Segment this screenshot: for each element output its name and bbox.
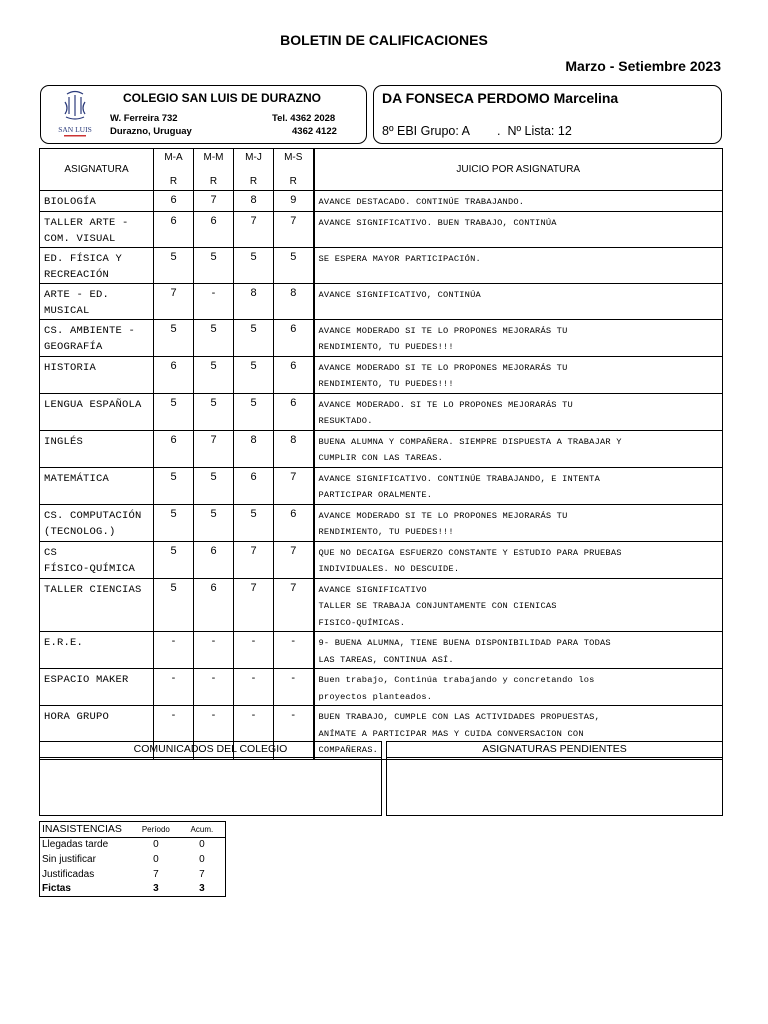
grade-cell: 6	[154, 211, 194, 247]
grade-cell: 8	[234, 430, 274, 467]
grade-cell: -	[274, 632, 314, 669]
grade-row	[40, 430, 723, 467]
judgment-text: AVANCE MODERADO SI TE LO PROPONES MEJORARÁS TU RENDIMIENTO, TU PUEDES!!!	[314, 356, 723, 393]
grade-cell: 5	[194, 504, 234, 541]
judgment-text: AVANCE SIGNIFICATIVO TALLER SE TRABAJA CONJUNTAMENTE CON CIENICAS FISICO-QUÍMICAS.	[314, 578, 723, 632]
absence-period: 7	[153, 868, 159, 880]
grade-row	[40, 247, 723, 283]
school-phone-2: 4362 4122	[292, 126, 337, 137]
grade-row	[40, 319, 723, 356]
absence-row	[40, 837, 226, 852]
student-group-info: 8º EBI Grupo: A . Nº Lista: 12	[382, 124, 572, 138]
subject-name: MATEMÁTICA	[40, 467, 154, 504]
school-name: COLEGIO SAN LUIS DE DURAZNO	[123, 91, 322, 105]
grade-cell: -	[234, 669, 274, 706]
subject-name: ARTE - ED. MUSICAL	[40, 283, 154, 319]
grade-cell: 5	[194, 467, 234, 504]
grade-cell: 7	[274, 578, 314, 632]
judgment-text: BUEN TRABAJO, CUMPLE CON LAS ACTIVIDADES PROPUESTAS, ANÍMATE A PARTICIPAR MAS Y CUIDA CONVERSACION CON COMPAÑERAS.	[314, 706, 723, 760]
grade-cell: 6	[274, 393, 314, 430]
grade-cell: 8	[274, 283, 314, 319]
subject-name: HORA GRUPO	[40, 706, 154, 760]
grade-cell: 5	[234, 247, 274, 283]
grade-cell: 5	[154, 467, 194, 504]
grade-cell: 7	[234, 578, 274, 632]
subject-name: ESPACIO MAKER	[40, 669, 154, 706]
grade-row	[40, 356, 723, 393]
subject-name: CS. COMPUTACIÓN (TECNOLOG.)	[40, 504, 154, 541]
grade-cell: 5	[154, 541, 194, 578]
grade-cell: 5	[234, 319, 274, 356]
grade-cell: 7	[154, 283, 194, 319]
judgment-text: AVANCE DESTACADO. CONTINÚE TRABAJANDO.	[314, 191, 723, 212]
grades-header-row	[40, 149, 723, 191]
grades-table	[39, 148, 723, 760]
grade-cell: 5	[194, 356, 234, 393]
school-phone-1: Tel. 4362 2028	[272, 113, 336, 124]
grade-cell: 6	[234, 467, 274, 504]
judgment-text: AVANCE SIGNIFICATIVO. BUEN TRABAJO, CONTINÚA	[314, 211, 723, 247]
grade-cell: 5	[234, 504, 274, 541]
grade-cell: 7	[274, 541, 314, 578]
grade-row	[40, 283, 723, 319]
subject-name: CS. AMBIENTE - GEOGRAFÍA	[40, 319, 154, 356]
svg-text:SAN LUIS: SAN LUIS	[58, 125, 92, 134]
grade-row	[40, 541, 723, 578]
absence-label: Llegadas tarde	[42, 839, 109, 851]
period-header-mm: M-M R	[194, 149, 234, 191]
report-period: Marzo - Setiembre 2023	[565, 58, 721, 74]
grade-cell: 5	[194, 319, 234, 356]
pendientes-title: ASIGNATURAS PENDIENTES	[387, 742, 722, 758]
absence-acum: 7	[199, 868, 205, 880]
grade-row	[40, 211, 723, 247]
grade-cell: 5	[234, 356, 274, 393]
grade-cell: 6	[154, 430, 194, 467]
judgment-column-header: JUICIO POR ASIGNATURA	[314, 149, 723, 191]
judgment-text: AVANCE MODERADO. SI TE LO PROPONES MEJORARÁS TU RESUKTADO.	[314, 393, 723, 430]
grade-cell: -	[194, 632, 234, 669]
absence-acum: 0	[199, 853, 205, 865]
grade-cell: 8	[234, 283, 274, 319]
grade-row	[40, 578, 723, 632]
absence-period: 0	[153, 853, 159, 865]
grade-row	[40, 632, 723, 669]
absence-label: Fictas	[42, 883, 71, 895]
grade-cell: 6	[194, 541, 234, 578]
judgment-text: AVANCE SIGNIFICATIVO. CONTINÚE TRABAJANDO, E INTENTA PARTICIPAR ORALMENTE.	[314, 467, 723, 504]
subject-name: ED. FÍSICA Y RECREACIÓN	[40, 247, 154, 283]
grade-cell: 6	[194, 211, 234, 247]
grade-cell: 7	[274, 467, 314, 504]
absence-label: Justificadas	[42, 868, 95, 880]
subject-column-header: ASIGNATURA	[40, 149, 154, 191]
grade-cell: 5	[154, 319, 194, 356]
absences-col-period: Período	[133, 822, 179, 838]
subject-name: LENGUA ESPAÑOLA	[40, 393, 154, 430]
judgment-text: AVANCE MODERADO SI TE LO PROPONES MEJORARÁS TU RENDIMIENTO, TU PUEDES!!!	[314, 319, 723, 356]
grade-cell: 8	[274, 430, 314, 467]
absence-acum: 0	[199, 839, 205, 851]
school-city: Durazno, Uruguay	[110, 126, 192, 137]
subject-name: TALLER CIENCIAS	[40, 578, 154, 632]
absence-row	[40, 881, 226, 896]
absence-acum: 3	[199, 883, 205, 895]
grade-cell: 6	[154, 356, 194, 393]
judgment-text: QUE NO DECAIGA ESFUERZO CONSTANTE Y ESTUDIO PARA PRUEBAS INDIVIDUALES. NO DESCUIDE.	[314, 541, 723, 578]
absences-table	[39, 821, 226, 897]
grade-cell: 5	[194, 247, 234, 283]
judgment-text: SE ESPERA MAYOR PARTICIPACIÓN.	[314, 247, 723, 283]
absence-row	[40, 867, 226, 882]
judgment-text: AVANCE MODERADO SI TE LO PROPONES MEJORARÁS TU RENDIMIENTO, TU PUEDES!!!	[314, 504, 723, 541]
grade-cell: 5	[154, 504, 194, 541]
comunicados-panel	[39, 741, 382, 816]
grade-cell: -	[234, 632, 274, 669]
judgment-text: Buen trabajo, Continúa trabajando y concretando los proyectos planteados.	[314, 669, 723, 706]
grade-cell: -	[274, 706, 314, 760]
grade-cell: 6	[154, 191, 194, 212]
subject-name: INGLÉS	[40, 430, 154, 467]
grade-cell: 7	[194, 191, 234, 212]
subject-name: CS FÍSICO-QUÍMICA	[40, 541, 154, 578]
grade-cell: 5	[194, 393, 234, 430]
grade-cell: 6	[274, 356, 314, 393]
grade-cell: -	[154, 669, 194, 706]
grade-cell: 6	[194, 578, 234, 632]
grade-cell: 5	[234, 393, 274, 430]
grade-cell: 9	[274, 191, 314, 212]
grade-cell: 6	[274, 319, 314, 356]
grade-cell: 8	[234, 191, 274, 212]
school-address: W. Ferreira 732	[110, 113, 178, 124]
absence-period: 3	[153, 883, 159, 895]
grade-row	[40, 467, 723, 504]
grade-cell: -	[194, 283, 234, 319]
grade-cell: 5	[154, 393, 194, 430]
grade-cell: 5	[154, 578, 194, 632]
absence-period: 0	[153, 839, 159, 851]
period-header-ms: M-S R	[274, 149, 314, 191]
subject-name: HISTORIA	[40, 356, 154, 393]
grade-cell: -	[154, 632, 194, 669]
grade-cell: 5	[154, 247, 194, 283]
report-title: BOLETIN DE CALIFICACIONES	[280, 32, 488, 48]
subject-name: E.R.E.	[40, 632, 154, 669]
absence-label: Sin justificar	[42, 853, 96, 865]
judgment-text: AVANCE SIGNIFICATIVO, CONTINÚA	[314, 283, 723, 319]
grade-row	[40, 669, 723, 706]
grade-cell: -	[154, 706, 194, 760]
comunicados-title: COMUNICADOS DEL COLEGIO	[40, 742, 381, 758]
grade-cell: 7	[274, 211, 314, 247]
pendientes-panel	[386, 741, 723, 816]
judgment-text: BUENA ALUMNA Y COMPAÑERA. SIEMPRE DISPUESTA A TRABAJAR Y CUMPLIR CON LAS TAREAS.	[314, 430, 723, 467]
grade-cell: 7	[234, 541, 274, 578]
judgment-text: 9- BUENA ALUMNA, TIENE BUENA DISPONIBILIDAD PARA TODAS LAS TAREAS, CONTINUA ASÍ.	[314, 632, 723, 669]
school-logo	[52, 88, 98, 140]
grade-cell: -	[194, 669, 234, 706]
period-header-mj: M-J R	[234, 149, 274, 191]
grade-cell: -	[274, 669, 314, 706]
grade-cell: -	[234, 706, 274, 760]
grade-row	[40, 504, 723, 541]
grade-row	[40, 393, 723, 430]
grade-cell: 7	[234, 211, 274, 247]
absences-col-acum: Acum.	[179, 822, 226, 838]
subject-name: BIOLOGÍA	[40, 191, 154, 212]
grade-row	[40, 191, 723, 212]
absences-header-row	[40, 822, 226, 838]
grade-cell: 6	[274, 504, 314, 541]
grade-cell: 7	[194, 430, 234, 467]
student-name: DA FONSECA PERDOMO Marcelina	[382, 90, 619, 106]
subject-name: TALLER ARTE - COM. VISUAL	[40, 211, 154, 247]
absence-row	[40, 852, 226, 867]
grade-cell: -	[194, 706, 234, 760]
grade-cell: 5	[274, 247, 314, 283]
absences-title: INASISTENCIAS	[40, 822, 134, 838]
period-header-ma: M-A R	[154, 149, 194, 191]
